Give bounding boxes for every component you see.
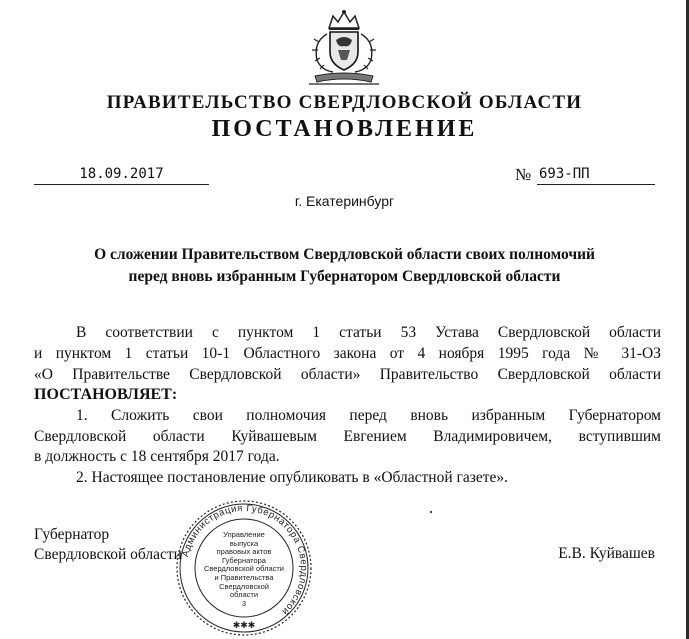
document-city: г. Екатеринбург	[294, 193, 395, 209]
document-subject	[30, 244, 659, 288]
subject-line-1: О сложении Правительством Свердловской области своих полномочий	[94, 246, 595, 263]
stamp-line: Свердловской	[219, 581, 269, 591]
position-line-1: Губернатор	[34, 526, 110, 543]
stamp-line: выпуска	[229, 538, 259, 548]
preamble-line-3: «О Правительстве Свердловской области» Правительство Свердловской области	[34, 366, 661, 383]
document-number: 693-ПП	[537, 166, 655, 185]
scan-speck	[430, 511, 432, 513]
document-date: 18.09.2017	[34, 166, 209, 185]
stamp-line: Губернатора	[222, 555, 266, 565]
item1-line-3: в должность с 18 сентября 2017 года.	[34, 448, 280, 465]
item2: 2. Настоящее постановление опубликовать в «Областной газете».	[76, 469, 509, 486]
stamp-line: и Правительства	[214, 572, 274, 582]
item1-line-1: 1. Сложить свои полномочия перед вновь избранным Губернатором	[76, 407, 661, 424]
government-name: ПРАВИТЕЛЬСТВО СВЕРДЛОВСКОЙ ОБЛАСТИ	[106, 92, 583, 113]
stamp-line: области	[229, 590, 259, 600]
stamp-line: Свердловской области	[203, 564, 284, 574]
preamble-line-2: и пунктом 1 статьи 10-1 Областного закона от 4 ноября 1995 года № 31-ОЗ	[34, 345, 661, 362]
item1-line-2: Свердловской области Куйвашевым Евгением Владимировичем, вступившим	[34, 428, 661, 445]
resolves-text: ПОСТАНОВЛЯЕТ	[34, 386, 172, 403]
signatory-name: Е.В. Куйвашев	[558, 545, 655, 562]
subject-line-2: перед вновь избранным Губернатором Свердловской области	[128, 268, 561, 285]
coat-of-arms-icon	[303, 8, 385, 86]
document-type-title: ПОСТАНОВЛЕНИЕ	[211, 116, 478, 142]
preamble-line-1: В соответствии с пунктом 1 статьи 53 Устава Свердловской области	[76, 324, 661, 341]
position-line-2: Свердловской области	[34, 546, 182, 563]
stamp-line: 3	[241, 598, 247, 608]
signatory-position	[34, 525, 182, 565]
svg-text:✱✱✱: ✱✱✱	[232, 621, 256, 631]
resolves-colon: :	[171, 386, 178, 403]
resolves-word	[34, 386, 661, 404]
stamp-inner-text	[198, 531, 290, 608]
number-sign: №	[515, 165, 532, 184]
stamp-line: правовых актов	[216, 547, 272, 557]
stamp-line: Управление	[223, 530, 265, 539]
stamp-ring-text: Администрация Губернатора Свердловской	[180, 502, 310, 618]
